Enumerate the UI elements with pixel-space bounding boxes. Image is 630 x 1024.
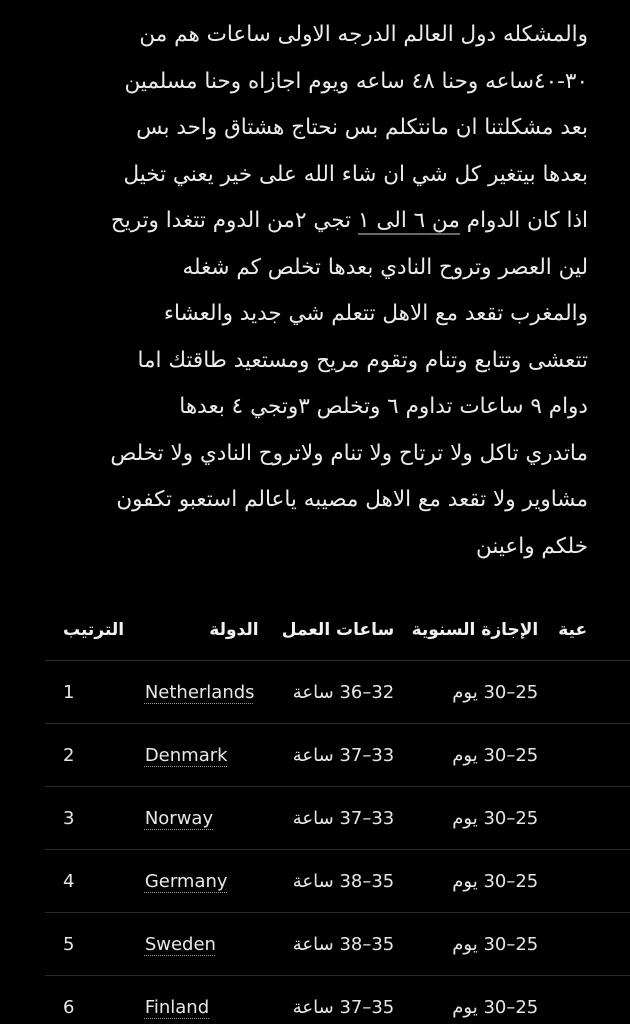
table-row [45,913,630,976]
cell-hours [259,850,395,913]
post-line: خلكم واعينن [476,533,588,559]
country-link[interactable]: Sweden [144,933,216,955]
post-line: بعد مشكلتنا ان مانتكلم بس نحتاج هشتاق واحد بس [136,115,588,140]
cell-truncated [538,850,630,913]
cell-annual-leave [394,724,538,787]
table-row [45,976,630,1024]
cell-annual-leave [394,787,538,850]
cell-hours [259,724,395,787]
country-link[interactable]: Germany [144,870,228,892]
post-body [40,12,588,570]
table-row [45,661,630,724]
cell-annual-leave [394,661,538,724]
hours-text: 32–36 ساعة [292,681,395,703]
post-line: بعدها بيتغير كل شي ان شاء الله على خير يعني تخيل [123,161,588,187]
country-link[interactable]: Finland [144,996,210,1018]
cell-country [145,850,259,913]
post-line: والمغرب تقعد مع الاهل تتعلم شي جديد والعشاء [163,301,588,326]
post-line: تتعشى وتتابع وتنام وتقوم مريح ومستعيد طاقتك اما [137,347,588,373]
header-country: الدولة [145,600,259,661]
cell-rank: 5 [45,913,145,976]
cell-rank: 2 [45,724,145,787]
hours-text: 35–38 ساعة [292,870,395,892]
cell-country [145,724,259,787]
country-link[interactable]: Denmark [144,744,228,766]
leave-text: 25–30 يوم [452,996,539,1018]
cell-truncated [538,913,630,976]
cell-truncated [538,661,630,724]
cell-rank: 1 [45,661,145,724]
header-rank: الترتيب [45,600,145,661]
post-line: مشاوير ولا تقعد مع الاهل مصيبه ياعالم استعبو تكفون [116,487,588,512]
cell-annual-leave [394,976,538,1024]
cell-hours [259,976,395,1024]
cell-rank: 3 [45,787,145,850]
cell-rank: 6 [45,976,145,1024]
cell-country [145,913,259,976]
country-link[interactable]: Norway [144,807,214,829]
underlined-text: من ٦ الى ١ [357,208,460,233]
hours-text: 35–37 ساعة [292,996,395,1018]
cell-country [145,976,259,1024]
hours-text: 33–37 ساعة [292,807,395,829]
cell-hours [259,661,395,724]
cell-country [145,661,259,724]
leave-text: 25–30 يوم [452,681,539,703]
cell-hours [259,787,395,850]
table-header-row [45,600,630,661]
table-row [45,850,630,913]
leave-text: 25–30 يوم [452,807,539,829]
header-annual-leave: الإجازة السنوية [394,600,538,661]
cell-annual-leave [394,850,538,913]
cell-truncated [538,724,630,787]
post-line: لين العصر وتروح النادي بعدها تخلص كم شغله [182,254,588,280]
post-line: دوام ٩ ساعات تداوم ٦ وتخلص ٣وتجي ٤ بعدها [179,394,588,419]
post-line: والمشكله دول العالم الدرجه الاولى ساعات هم من [139,22,588,47]
leave-text: 25–30 يوم [452,744,539,766]
country-link[interactable]: Netherlands [144,681,255,703]
header-hours: ساعات العمل [259,600,395,661]
cell-rank: 4 [45,850,145,913]
cell-hours [259,913,395,976]
post-line: ٣٠-٤٠ساعه وحنا ٤٨ ساعه ويوم اجازاه وحنا مسلمين [124,68,588,94]
cell-country [145,787,259,850]
table-row [45,787,630,850]
leave-text: 25–30 يوم [452,870,539,892]
ranking-table [45,600,630,1024]
cell-truncated [538,976,630,1024]
table-row [45,724,630,787]
post-line: ماتدري تاكل ولا ترتاح ولا تنام ولاتروح النادي ولا تخلص [110,440,588,466]
cell-truncated [538,787,630,850]
cell-annual-leave [394,913,538,976]
ranking-table-container[interactable] [45,600,630,1024]
leave-text: 25–30 يوم [452,933,539,955]
hours-text: 33–37 ساعة [292,744,395,766]
post-line-with-underline: اذا كان الدوام من ٦ الى ١ تجي ٢من الدوم تتغدا وتريح [110,208,588,233]
hours-text: 35–38 ساعة [292,933,395,955]
header-truncated: عية [538,600,630,661]
